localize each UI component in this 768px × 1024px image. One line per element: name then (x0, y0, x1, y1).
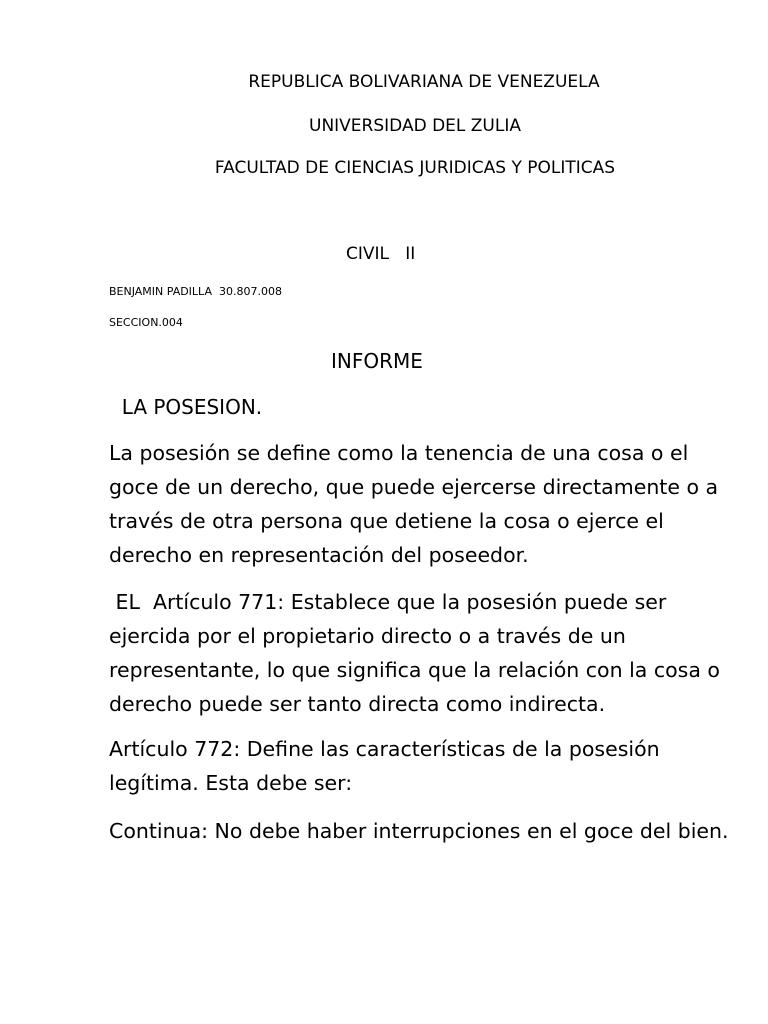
document-title: INFORME (331, 349, 423, 373)
paragraph-continua: Continua: No debe haber interrupciones en el goce del bien. (109, 819, 729, 843)
student-info: BENJAMIN PADILLA 30.807.008 (109, 285, 282, 298)
paragraph-definition: La posesión se define como la tenencia de una cosa o el goce de un derecho, que puede ejercerse directamente o a través de otra persona que detiene la cosa o ejerce el derecho en representación del poseedor. (109, 441, 719, 567)
header-country: REPUBLICA BOLIVARIANA DE VENEZUELA (248, 72, 600, 92)
header-university: UNIVERSIDAD DEL ZULIA (309, 116, 521, 136)
section-heading: LA POSESION. (109, 395, 263, 419)
course-name: CIVIL II (346, 244, 416, 264)
paragraph-article-772: Artículo 772: Define las características de la posesión legítima. Esta debe ser: (109, 737, 660, 795)
header-faculty: FACULTAD DE CIENCIAS JURIDICAS Y POLITICAS (214, 158, 616, 178)
paragraph-article-771: EL Artículo 771: Establece que la posesión puede ser ejercida por el propietario directo o a través de un representante, lo que significa que la relación con la cosa o derecho puede ser tanto directa como indirecta. (109, 590, 727, 716)
section-info: SECCION.004 (109, 316, 183, 329)
